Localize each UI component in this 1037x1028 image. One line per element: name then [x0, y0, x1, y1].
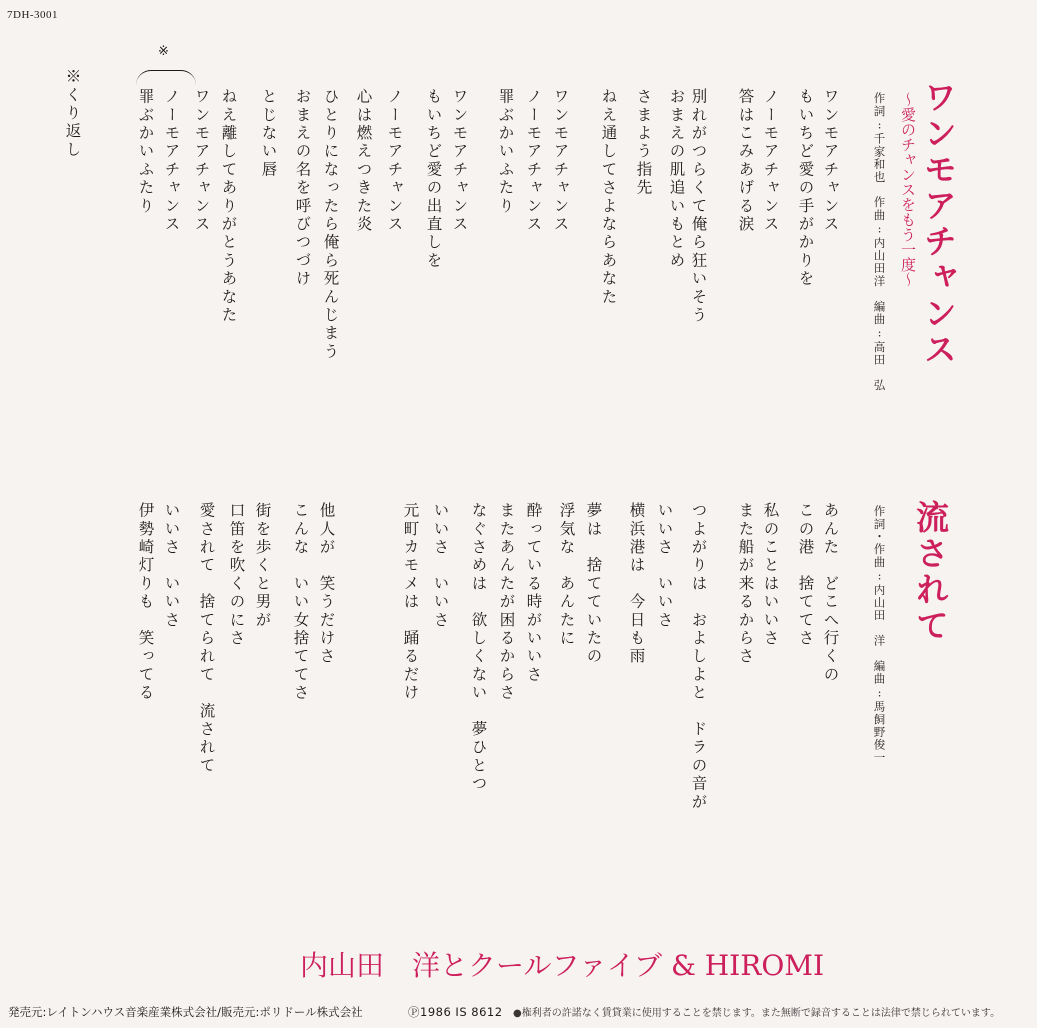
lyric-line: ねえ通してさよならあなた	[599, 88, 618, 307]
lyric-line: 罪ぶかいふたり	[136, 88, 155, 216]
lyric-line: ひとりになったら俺ら死んじまう	[321, 88, 340, 361]
repeat-bracket	[136, 70, 196, 85]
lyric-line: ワンモアチャンス	[450, 88, 469, 234]
lyric-line: ノーモアチャンス	[524, 88, 543, 234]
catalog-number: 7DH-3001	[7, 9, 59, 21]
lyric-line: あんた どこへ行くの	[821, 502, 840, 684]
song2-title: 流されて	[911, 500, 950, 644]
lyric-line: もいちど愛の手がかりを	[796, 88, 815, 289]
lyric-line: 横浜港は 今日も雨	[627, 502, 646, 666]
lyric-line: 愛されて 捨てられて 流されて	[197, 502, 216, 775]
lyric-line: 別れがつらくて俺ら狂いそう	[689, 88, 708, 325]
lyric-line: また船が来るからさ	[736, 502, 755, 666]
publisher-text: 発売元:レイトンハウス音楽産業株式会社/販売元:ポリドール株式会社	[8, 1005, 363, 1019]
lyric-line: ノーモアチャンス	[385, 88, 404, 234]
repeat-mark: ※	[158, 44, 169, 59]
lyric-line: 罪ぶかいふたり	[496, 88, 515, 216]
lyric-line: いいさ いいさ	[162, 502, 181, 630]
lyric-line: 口笛を吹くのにさ	[227, 502, 246, 648]
lyric-line: 元町カモメは 踊るだけ	[401, 502, 420, 703]
lyric-line: いいさ いいさ	[431, 502, 450, 630]
release-code: Ⓟ1986 IS 8612	[408, 1005, 503, 1019]
lyric-line: とじない唇	[259, 88, 278, 179]
lyric-line: 私のことはいいさ	[761, 502, 780, 648]
lyric-line: この港 捨ててさ	[796, 502, 815, 648]
song1-credits: 作詞:千家和也 作曲:内山田洋 編曲:高田 弘	[872, 92, 887, 392]
song1-title: ワンモアチャンス	[919, 80, 958, 368]
song2-credits: 作詞・作曲:内山田 洋 編曲:馬飼野俊一	[872, 505, 887, 764]
lyric-line: なぐさめは 欲しくない 夢ひとつ	[469, 502, 488, 794]
lyric-line: おまえの名を呼びつづけ	[293, 88, 312, 289]
lyric-line: いいさ いいさ	[655, 502, 674, 630]
lyric-line: ワンモアチャンス	[551, 88, 570, 234]
lyric-line: 夢は 捨てていたの	[584, 502, 603, 666]
lyric-line: 心は燃えつきた炎	[354, 88, 373, 234]
copyright-notice: ●権利者の許諾なく賃貸業に使用することを禁じます。また無断で録音することは法律で禁じられています。	[513, 1008, 1001, 1019]
lyric-line: ノーモアチャンス	[761, 88, 780, 234]
lyric-line: 答はこみあげる涙	[736, 88, 755, 234]
lyric-line: もいちど愛の出直しを	[424, 88, 443, 270]
lyric-line: こんな いい女捨ててさ	[291, 502, 310, 703]
lyric-line: つよがりは およしよと ドラの音が	[689, 502, 708, 812]
artist-name: 内山田 洋とクールファイブ & HIROMI	[300, 949, 825, 982]
lyric-line: ワンモアチャンス	[821, 88, 840, 234]
lyric-line: ノーモアチャンス	[162, 88, 181, 234]
lyric-line: 街を歩くと男が	[253, 502, 272, 630]
lyric-line: 浮気な あんたに	[557, 502, 576, 648]
lyric-line: 酔っている時がいいさ	[524, 502, 543, 684]
lyric-line: またあんたが困るからさ	[497, 502, 516, 703]
lyric-line: ねえ離してありがとうあなた	[219, 88, 238, 325]
lyric-line: 他人が 笑うだけさ	[317, 502, 336, 666]
lyric-line: 伊勢崎灯りも 笑ってる	[136, 502, 155, 703]
lyric-line: ワンモアチャンス	[192, 88, 211, 234]
repeat-note: ※くり返し	[63, 68, 82, 159]
lyric-line: おまえの肌追いもとめ	[667, 88, 686, 270]
song1-subtitle: 〜愛のチャンスをもう一度〜	[899, 92, 917, 287]
lyric-line: さまよう指先	[634, 88, 653, 198]
